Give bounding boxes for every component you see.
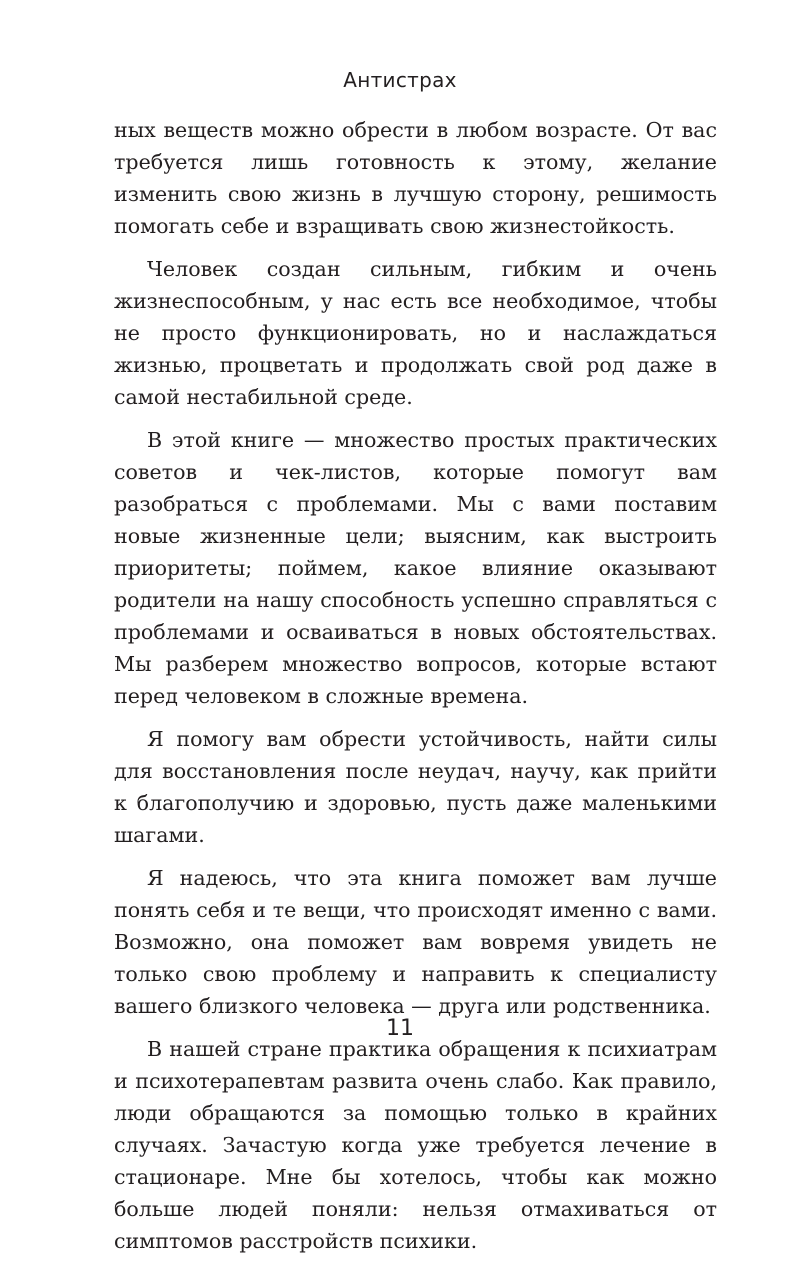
paragraph: Я надеюсь, что эта книга поможет вам лучше понять себя и те вещи, что происходят именно с вами. Возможно, она поможет вам вовремя увидеть не только свою проблему и направить к специалисту вашего близкого человека — друга или родственника. [114,866,717,1018]
paragraph: Я помогу вам обрести устойчивость, найти силы для восстановления после неудач, научу, как прийти к благополучию и здоровью, пусть даже маленькими шагами. [114,727,717,847]
paragraph: В этой книге — множество простых практических советов и чек-листов, которые помогут вам разобраться с проблемами. Мы с вами поставим новые жизненные цели; выясним, как выстроить приоритеты; поймем, какое влияние оказывают родители на нашу способность успешно справляться с проблемами и осваиваться в новых обстоятельствах. Мы разберем множество вопросов, которые встают перед человеком в сложные времена. [114,428,717,708]
paragraph: Человек создан сильным, гибким и очень жизнеспособным, у нас есть все необходимое, чтобы не просто функционировать, но и наслаждаться жизнью, процветать и продолжать свой род даже в самой нестабильной среде. [114,257,717,409]
paragraph: ных веществ можно обрести в любом возрасте. От вас требуется лишь готовность к этому, желание изменить свою жизнь в лучшую сторону, решимость помогать себе и взращивать свою жизнестойкость. [114,118,717,238]
paragraph: В нашей стране практика обращения к психиатрам и психотерапевтам развита очень слабо. Как правило, люди обращаются за помощью только в крайних случаях. Зачастую когда уже требуется лечение в стационаре. Мне бы хотелось, чтобы как можно больше людей поняли: нельзя отмахиваться от симптомов расстройств психики. [114,1037,717,1253]
running-head: Антистрах [343,68,457,92]
page-number: 11 [386,1016,414,1041]
body-text [114,114,717,1268]
